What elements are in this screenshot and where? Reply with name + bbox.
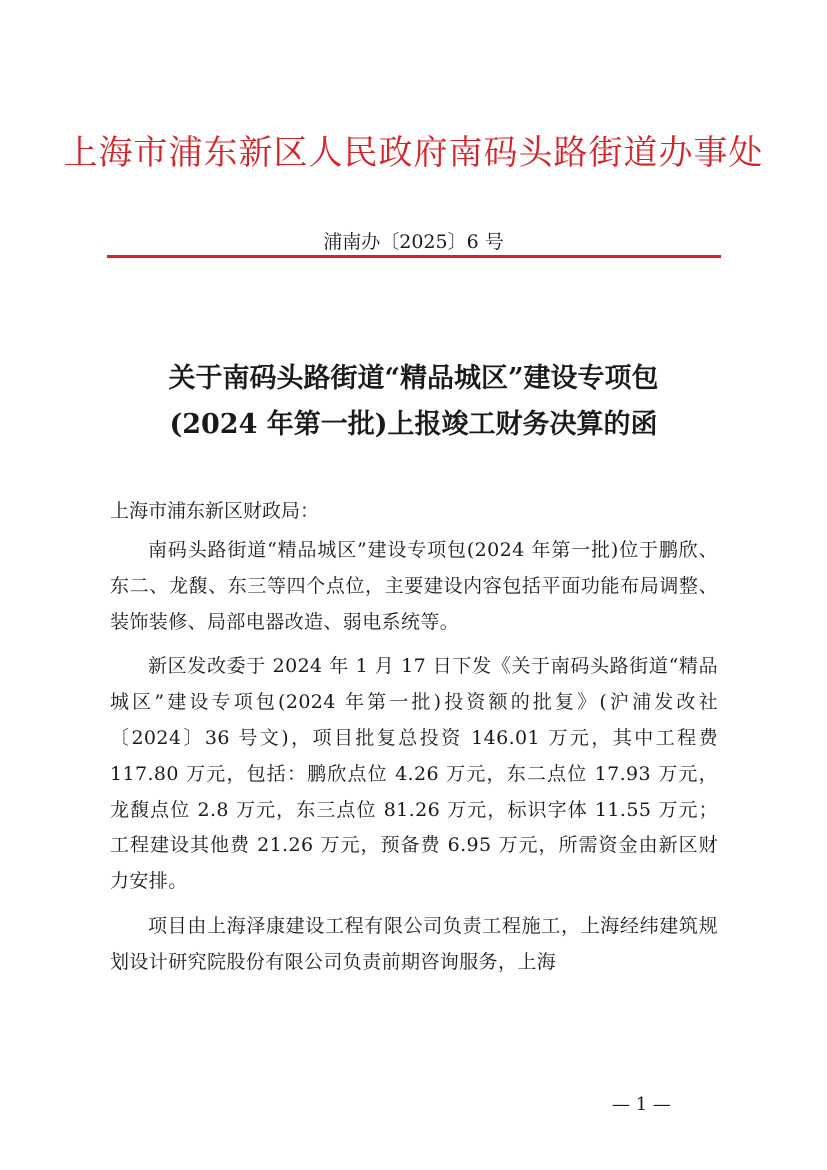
salutation: 上海市浦东新区财政局： — [110, 500, 320, 522]
issuing-organization-header: 上海市浦东新区人民政府南码头路街道办事处 — [63, 133, 764, 173]
paragraph-investment-approval: 新区发改委于 2024 年 1 月 17 日下发《关于南码头路街道“精品城区”建设专项包(2024 年第一批)投资额的批复》(沪浦发改社〔2024〕36 号文)，项目批复总投资 146.01 万元，其中工程费 117.80 万元，包括：鹏欣点位 4.26 万元，东二点位 17.93 万元，龙馥点位 2.8 万元，东三点位 81.26 万元，标识字体 11.55 万元；工程建设其他费 21.26 万元，预备费 6.95 万元，所需资金由新区财力安排。 — [110, 655, 718, 893]
body-text — [110, 533, 718, 990]
paragraph-contractors: 项目由上海泽康建设工程有限公司负责工程施工，上海经纬建筑规划设计研究院股份有限公司负责前期咨询服务，上海 — [110, 914, 718, 973]
document-title — [0, 356, 827, 448]
red-separator-line — [107, 255, 721, 258]
title-line-2: (2024 年第一批)上报竣工财务决算的函 — [169, 409, 658, 440]
document-number: 浦南办〔2025〕6 号 — [323, 231, 504, 253]
title-line-1: 关于南码头路街道“精品城区”建设专项包 — [168, 363, 659, 394]
page-number: — 1 — — [612, 1094, 671, 1115]
paragraph-project-overview: 南码头路街道“精品城区”建设专项包(2024 年第一批)位于鹏欣、东二、龙馥、东三等四个点位，主要建设内容包括平面功能布局调整、装饰装修、局部电器改造、弱电系统等。 — [110, 539, 718, 633]
